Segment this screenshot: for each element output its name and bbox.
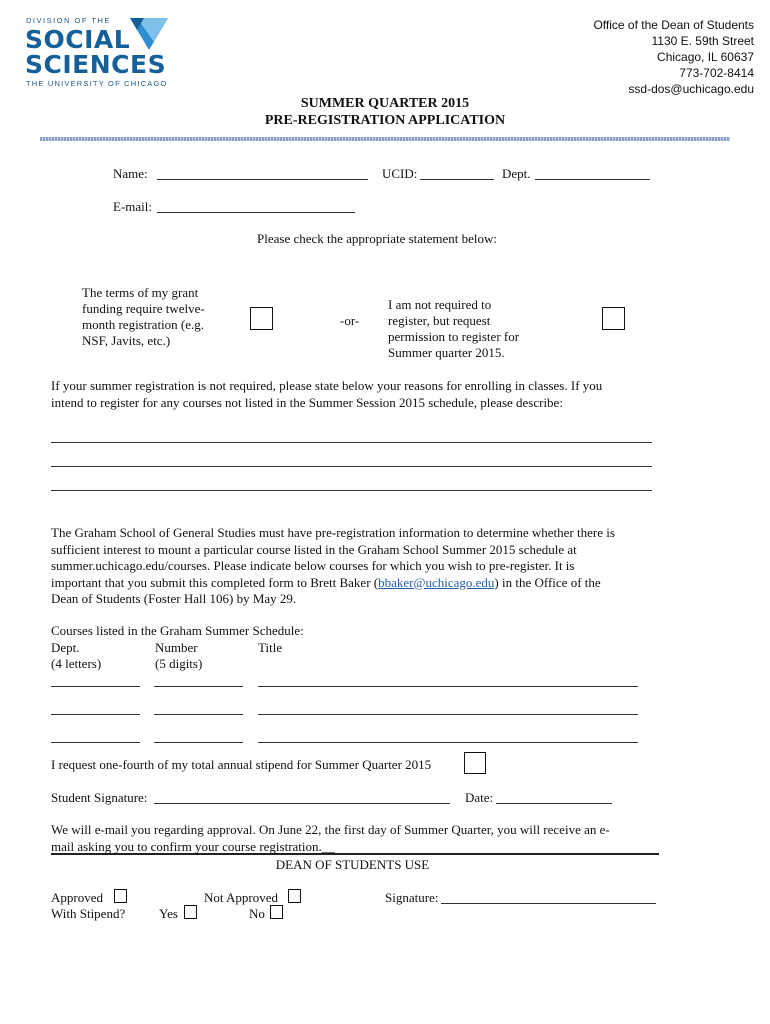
student-signature-field[interactable] — [154, 803, 450, 804]
course-2-dept-field[interactable] — [51, 714, 140, 715]
office-street: 1130 E. 59th Street — [651, 34, 754, 48]
graham-line — [51, 575, 656, 592]
graham-line: Dean of Students (Foster Hall 106) by May 29. — [51, 591, 297, 606]
office-address — [593, 17, 754, 97]
title-divider — [40, 137, 730, 141]
dept-field[interactable] — [535, 179, 650, 180]
col-number-subheader: (5 digits) — [155, 656, 203, 671]
col-title-header: Title — [258, 640, 283, 655]
reasons-line: If your summer registration is not required, please state below your reasons for enrolling in classes. If you — [51, 378, 603, 393]
graham-text-span: ) in the Office of the — [494, 574, 601, 590]
form-title: SUMMER QUARTER 2015 — [300, 96, 470, 111]
email-label: E-mail: — [113, 199, 152, 214]
option-grant-line: funding require twelve- — [82, 301, 205, 316]
dean-section-divider — [51, 853, 659, 855]
name-field[interactable] — [157, 179, 368, 180]
office-phone: 773-702-8414 — [679, 66, 754, 80]
approved-checkbox[interactable] — [114, 889, 127, 903]
approved-label: Approved — [51, 890, 103, 905]
or-separator: -or- — [340, 313, 360, 328]
reasons-line: intend to register for any courses not listed in the Summer Session 2015 schedule, please describe: — [51, 394, 563, 410]
reasons-line-1[interactable] — [51, 442, 652, 443]
student-signature-label: Student Signature: — [51, 790, 148, 805]
dept-label: Dept. — [502, 166, 531, 181]
not-approved-checkbox[interactable] — [288, 889, 301, 903]
email-notice-line: We will e-mail you regarding approval. On June 22, the first day of Summer Quarter, you will receive an e- — [51, 822, 610, 837]
not-approved-label: Not Approved — [204, 890, 279, 905]
reasons-line-2[interactable] — [51, 466, 652, 467]
courses-heading: Courses listed in the Graham Summer Schedule: — [51, 623, 304, 638]
check-instruction: Please check the appropriate statement below: — [257, 231, 498, 246]
not-required-checkbox[interactable] — [602, 307, 625, 330]
option-not-required-line: register, but request — [388, 313, 491, 328]
ucid-field[interactable] — [420, 179, 494, 180]
option-not-required-text — [388, 297, 519, 361]
col-dept-subheader: (4 letters) — [51, 656, 102, 671]
option-not-required-line: I am not required to — [388, 297, 492, 312]
stipend-checkbox[interactable] — [464, 752, 486, 774]
option-grant-line: month registration (e.g. — [82, 317, 205, 332]
reasons-line-3[interactable] — [51, 490, 652, 491]
logo-university-text: THE UNIVERSITY OF CHICAGO — [26, 79, 168, 88]
office-city: Chicago, IL 60637 — [657, 50, 754, 64]
course-1-number-field[interactable] — [154, 686, 243, 687]
course-1-title-field[interactable] — [258, 686, 638, 687]
graham-text-span: important that you submit this completed form to Brett Baker ( — [51, 574, 379, 590]
graham-line: sufficient interest to mount a particular course listed in the Graham School Summer 2015 schedule at — [51, 541, 577, 557]
graham-line: summer.uchicago.edu/courses. Please indicate below courses for which you wish to pre-register. It is — [51, 558, 575, 573]
stipend-yes-checkbox[interactable] — [184, 905, 197, 919]
name-label: Name: — [113, 166, 148, 181]
course-2-number-field[interactable] — [154, 714, 243, 715]
graham-line: The Graham School of General Studies must have pre-registration information to determine whether there is — [51, 525, 615, 540]
date-label: Date: — [465, 790, 494, 805]
course-3-title-field[interactable] — [258, 742, 638, 743]
dean-signature-field[interactable] — [441, 903, 656, 904]
dean-signature-label: Signature: — [385, 890, 439, 905]
option-grant-line: The terms of my grant — [82, 285, 199, 300]
course-3-number-field[interactable] — [154, 742, 243, 743]
graham-instructions — [51, 525, 656, 608]
option-not-required-line: permission to register for — [388, 329, 520, 344]
col-number-header: Number — [155, 640, 198, 655]
dean-use-heading: DEAN OF STUDENTS USE — [275, 857, 430, 872]
stipend-no-checkbox[interactable] — [270, 905, 283, 919]
form-subtitle: PRE-REGISTRATION APPLICATION — [264, 113, 506, 128]
email-notice — [51, 822, 656, 855]
date-field[interactable] — [496, 803, 612, 804]
option-grant-line: NSF, Javits, etc.) — [82, 333, 171, 348]
option-not-required-line: Summer quarter 2015. — [388, 345, 505, 360]
stipend-no-label: No — [249, 906, 265, 921]
with-stipend-label: With Stipend? — [51, 906, 126, 921]
logo-division-text: DIVISION OF THE — [26, 16, 111, 25]
logo-social-text: SOCIAL — [25, 25, 131, 54]
col-dept-header: Dept. — [51, 640, 80, 655]
office-email: ssd-dos@uchicago.edu — [628, 82, 754, 96]
logo-sciences-text: SCIENCES — [25, 50, 167, 79]
logo-mark-icon — [128, 16, 170, 52]
email-field[interactable] — [157, 212, 355, 213]
course-1-dept-field[interactable] — [51, 686, 140, 687]
stipend-request-text: I request one-fourth of my total annual stipend for Summer Quarter 2015 — [51, 757, 432, 772]
course-3-dept-field[interactable] — [51, 742, 140, 743]
course-2-title-field[interactable] — [258, 714, 638, 715]
office-name: Office of the Dean of Students — [593, 18, 754, 32]
reasons-instructions — [51, 378, 656, 411]
grant-checkbox[interactable] — [250, 307, 273, 330]
stipend-yes-label: Yes — [159, 906, 178, 921]
bbaker-email-link[interactable]: bbaker@uchicago.edu — [378, 574, 495, 590]
email-notice-line: mail asking you to confirm your course registration.__ — [51, 838, 335, 854]
ucid-label: UCID: — [382, 166, 418, 181]
option-grant-text — [82, 285, 205, 349]
